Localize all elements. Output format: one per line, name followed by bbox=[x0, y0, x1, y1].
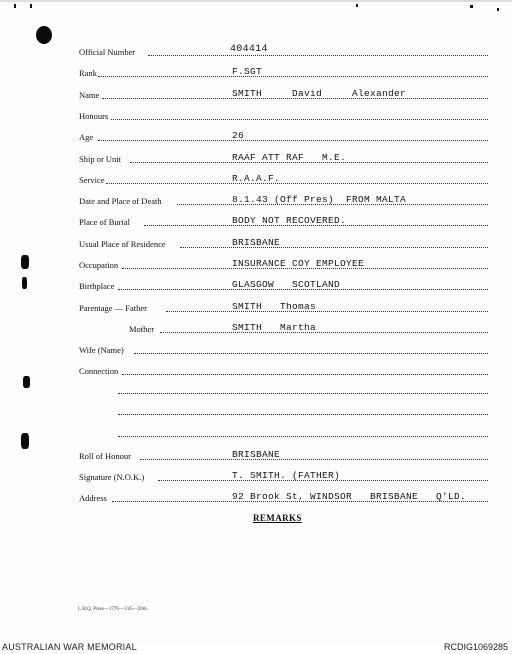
field-label: Ship or Unit bbox=[79, 154, 122, 164]
form-row-mother bbox=[0, 320, 512, 334]
field-label: Service bbox=[79, 175, 105, 185]
field-value: T. SMITH. (FATHER) bbox=[232, 470, 341, 481]
form-row-date-place-death bbox=[0, 192, 512, 206]
dotted-line bbox=[98, 76, 488, 77]
form-row-honours bbox=[0, 107, 512, 121]
form-row-birthplace bbox=[0, 277, 512, 291]
dotted-line bbox=[134, 353, 488, 354]
field-value: GLASGOW SCOTLAND bbox=[232, 279, 341, 290]
form-row-roll-of-honour bbox=[0, 447, 512, 461]
field-value: RAAF ATT RAF M.E. bbox=[232, 152, 347, 163]
edge-mark bbox=[14, 4, 16, 8]
form-row-address bbox=[0, 489, 512, 503]
dotted-line bbox=[148, 55, 488, 56]
field-label: Wife (Name) bbox=[79, 345, 124, 355]
dotted-line bbox=[160, 332, 488, 333]
field-value: BODY NOT RECOVERED. bbox=[232, 215, 347, 226]
edge-mark bbox=[470, 5, 473, 8]
connection-extra-line bbox=[118, 436, 488, 437]
form-row-age bbox=[0, 128, 512, 142]
field-value: SMITH Martha bbox=[232, 322, 317, 333]
field-value: 8.1.43 (Off Pres) FROM MALTA bbox=[232, 194, 407, 205]
form-row-occupation bbox=[0, 256, 512, 270]
field-value: 92 Brook St, WINDSOR BRISBANE Q'LD. bbox=[232, 491, 467, 502]
dotted-line bbox=[111, 119, 488, 120]
field-value: 26 bbox=[232, 130, 245, 141]
field-label: Occupation bbox=[79, 260, 119, 270]
form-row-official-number bbox=[0, 43, 512, 57]
remarks-heading: REMARKS bbox=[253, 513, 302, 523]
field-label: Connection bbox=[79, 366, 119, 376]
field-label: Usual Place of Residence bbox=[79, 239, 166, 249]
dotted-line bbox=[122, 374, 488, 375]
field-label: Name bbox=[79, 90, 100, 100]
field-label: Mother bbox=[129, 324, 155, 334]
field-label: Roll of Honour bbox=[79, 451, 131, 461]
connection-extra-line bbox=[118, 414, 488, 415]
punch-hole-top bbox=[36, 26, 52, 44]
field-label: Age bbox=[79, 132, 94, 142]
field-label: Date and Place of Death bbox=[79, 196, 162, 206]
field-value: BRISBANE bbox=[232, 237, 281, 248]
field-label: Address bbox=[79, 493, 107, 503]
field-label: Birthplace bbox=[79, 281, 115, 291]
printer-imprint: L.H.Q. Press—1776—1/45—20m. bbox=[78, 607, 148, 612]
dotted-line bbox=[98, 140, 488, 141]
punch-hole-mark bbox=[23, 376, 30, 388]
form-row-ship-or-unit bbox=[0, 150, 512, 164]
field-value: BRISBANE bbox=[232, 449, 281, 460]
field-label: Place of Burial bbox=[79, 217, 130, 227]
field-value: F.SGT bbox=[232, 66, 263, 77]
form-row-place-of-burial bbox=[0, 213, 512, 227]
edge-mark bbox=[356, 4, 358, 7]
form-row-connection bbox=[0, 362, 512, 376]
field-label: Parentage — Father bbox=[79, 303, 147, 313]
edge-mark bbox=[30, 4, 32, 8]
dotted-line bbox=[106, 183, 488, 184]
field-value: SMITH David Alexander bbox=[232, 88, 407, 99]
field-value: 404414 bbox=[230, 44, 268, 55]
dotted-line bbox=[166, 311, 488, 312]
edge-mark bbox=[497, 8, 499, 11]
form-row-signature bbox=[0, 468, 512, 482]
field-label: Honours bbox=[79, 111, 109, 121]
field-value: SMITH Thomas bbox=[232, 301, 317, 312]
field-label: Rank bbox=[79, 68, 97, 78]
edge-mark bbox=[0, 0, 512, 2]
field-label: Official Number bbox=[79, 47, 136, 57]
field-value: R.A.A.F. bbox=[232, 173, 281, 184]
form-row-father bbox=[0, 299, 512, 313]
connection-extra-line bbox=[118, 393, 488, 394]
form-row-service bbox=[0, 171, 512, 185]
dotted-line bbox=[140, 459, 488, 460]
form-row-wife bbox=[0, 341, 512, 355]
dotted-line bbox=[180, 247, 488, 248]
field-value: INSURANCE COY EMPLOYEE bbox=[232, 258, 365, 269]
form-row-name bbox=[0, 86, 512, 100]
footer-archive-name: AUSTRALIAN WAR MEMORIAL bbox=[2, 642, 137, 652]
footer-record-id: RCDIG1069285 bbox=[443, 642, 508, 652]
form-row-rank bbox=[0, 64, 512, 78]
form-row-residence bbox=[0, 235, 512, 249]
field-label: Signature (N.O.K.) bbox=[79, 472, 145, 482]
